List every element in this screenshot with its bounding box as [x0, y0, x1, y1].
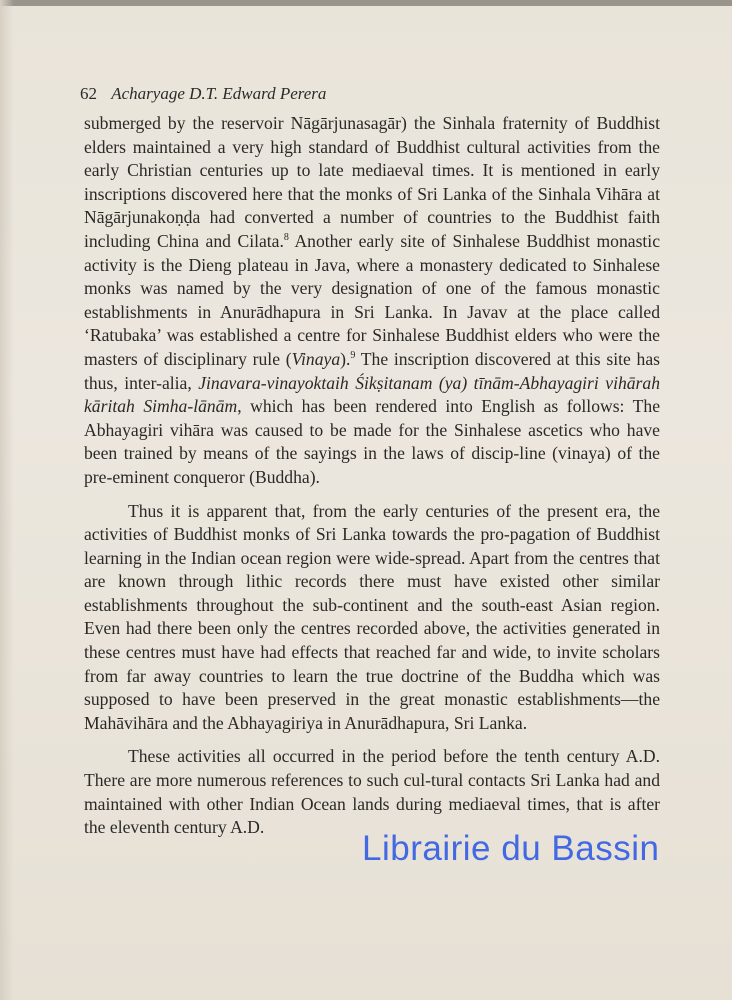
seller-watermark: Librairie du Bassin [362, 829, 660, 868]
page-top-edge [0, 0, 732, 6]
text-run: Jinavara-vinayoktaih Śikṣitanam (ya) tīnām-Abhayagiri vihārah kāritah Simha-lānām [84, 372, 660, 417]
text-run: ). [340, 348, 351, 369]
text-run: Thus it is apparent that, from the early centuries of the present era, the activities of Buddhist monks of Sri Lanka towards the pro-pagation of Buddhist learning in the Indian ocean region were wide-spread. Apart from the centres that are known through lithic records there must have existed other similar establishments throughout the sub-continent and the south-east Asian region. Even had there been only the centres recorded above, the activities generated in these centres must have had effects that reached far and wide, to invite scholars from far away countries to learn the true doctrine of the Buddha which was supposed to have been preserved in the great monastic establishments—the Mahāvihāra and the Abhayagiriya in Anurādhapura, Sri Lanka. [84, 500, 660, 733]
paragraph [84, 112, 660, 490]
paragraph [84, 745, 660, 839]
text-run: Another early site of Sinhalese Buddhist monastic activity is the Dieng plateau in Java, where a monastery dedicated to Sinhalese monks was named by the very designation of one of the famous monastic establishments in Anurādhapura in Sri Lanka. In Javav at the place called ‘Ratubaka’ was established a centre for Sinhalese Buddhist elders who were the masters of disciplinary rule ( [84, 230, 661, 369]
text-run: The inscription discovered at this site has thus, inter-alia, [84, 348, 660, 393]
running-header-author: Acharyage D.T. Edward Perera [111, 84, 327, 103]
page-number: 62 [80, 84, 97, 103]
paragraph [84, 500, 660, 736]
text-run: submerged by the reservoir Nāgārjunasagār) the Sinhala fraternity of Buddhist elders maintained a very high standard of Buddhist cultural activities from the early Christian centuries up to late mediaeval times. It is mentioned in early inscriptions discovered here that the monks of Sri Lanka of the Sinhala Vihāra at Nāgārjunakoṇḍa had converted a number of countries to the Buddhist faith including China and Cilata. [84, 113, 660, 251]
text-run: These activities all occurred in the period before the tenth century A.D. There are more numerous references to such cul-tural contacts Sri Lanka had and maintained with other Indian Ocean lands during mediaeval times, that is after the eleventh century A.D. [84, 746, 660, 838]
footnote-ref: 8 [283, 231, 289, 243]
footnote-ref: 9 [350, 349, 356, 361]
page-gutter-shadow [0, 0, 14, 1000]
running-header [80, 84, 326, 104]
body-text [84, 112, 660, 840]
text-run: Vinaya [291, 348, 341, 369]
text-run: , which has been rendered into English as follows: The Abhayagiri vihāra was caused to be made for the Sinhalese ascetics who have been trained by means of the sayings in the laws of discip-line (vinaya) of the pre-eminent conqueror (Buddha). [84, 396, 660, 487]
